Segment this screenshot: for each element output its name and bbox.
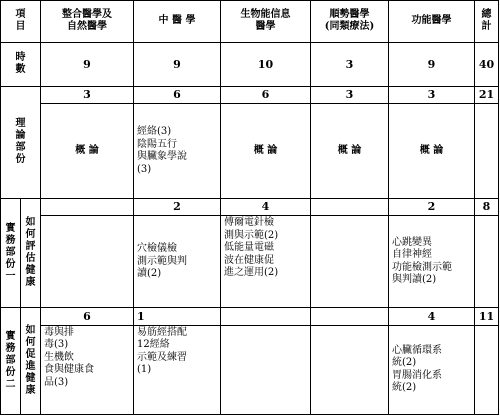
practice1-empty-total bbox=[475, 216, 499, 308]
col-header-tcm: 中 醫 學 bbox=[134, 1, 221, 43]
hours-value: 9 bbox=[134, 42, 221, 86]
theory-count: 3 bbox=[311, 86, 389, 104]
theory-empty-total bbox=[475, 104, 499, 198]
practice2-content-bioenergy bbox=[221, 325, 311, 414]
theory-content-row bbox=[1, 104, 499, 198]
practice1-content-homeopathy bbox=[311, 216, 389, 308]
hours-value: 9 bbox=[389, 42, 475, 86]
practice1-count: 2 bbox=[134, 198, 221, 216]
theory-content-functional: 概 論 bbox=[389, 104, 475, 198]
practice2-count-row bbox=[1, 308, 499, 326]
practice2-content-integrative: 毒與排 毒(3) 生機飲 食與健康食 品(3) bbox=[41, 325, 134, 414]
practice1-sub-label: 如 何 評 估 健 康 bbox=[21, 198, 41, 308]
theory-content-integrative: 概 論 bbox=[41, 104, 134, 198]
practice1-group-label: 實 務 部 份 一 bbox=[1, 198, 21, 308]
item-header: 項 目 bbox=[1, 1, 41, 43]
hours-row bbox=[1, 42, 499, 86]
practice2-total: 11 bbox=[475, 308, 499, 326]
hours-value: 9 bbox=[41, 42, 134, 86]
practice1-count: 2 bbox=[389, 198, 475, 216]
practice2-count: 1 bbox=[134, 308, 221, 326]
hours-value: 10 bbox=[221, 42, 311, 86]
hours-value: 3 bbox=[311, 42, 389, 86]
total-header: 總 計 bbox=[475, 1, 499, 43]
col-header-bioenergy: 生物能信息 醫學 bbox=[221, 1, 311, 43]
practice1-content-tcm: 穴檢儀檢 測示範與判 讀(2) bbox=[134, 216, 221, 308]
practice1-content-functional: 心跳變異 自律神經 功能檢測示範 與判讀(2) bbox=[389, 216, 475, 308]
theory-count: 6 bbox=[221, 86, 311, 104]
practice2-count bbox=[311, 308, 389, 326]
practice2-sub-label: 如 何 促 進 健 康 bbox=[21, 308, 41, 415]
practice2-content-functional: 心臟循環系 統(2) 胃腸消化系 統(2) bbox=[389, 325, 475, 414]
practice1-content-row bbox=[1, 216, 499, 308]
practice1-count-row bbox=[1, 198, 499, 216]
practice1-count bbox=[311, 198, 389, 216]
theory-count: 3 bbox=[389, 86, 475, 104]
hours-total: 40 bbox=[475, 42, 499, 86]
practice2-count: 4 bbox=[389, 308, 475, 326]
hours-label: 時 數 bbox=[1, 42, 41, 86]
theory-content-tcm: 經絡(3) 陰陽五行 與臟象學說 (3) bbox=[134, 104, 221, 198]
col-header-integrative: 整合醫學及 自然醫學 bbox=[41, 1, 134, 43]
header-row bbox=[1, 1, 499, 43]
practice1-count: 4 bbox=[221, 198, 311, 216]
practice2-content-homeopathy bbox=[311, 325, 389, 414]
theory-count: 6 bbox=[134, 86, 221, 104]
practice2-content-row bbox=[1, 325, 499, 414]
theory-content-homeopathy: 概 論 bbox=[311, 104, 389, 198]
practice1-content-integrative bbox=[41, 216, 134, 308]
theory-content-bioenergy: 概 論 bbox=[221, 104, 311, 198]
theory-total: 21 bbox=[475, 86, 499, 104]
theory-count: 3 bbox=[41, 86, 134, 104]
col-header-homeopathy: 順勢醫學 (同類療法) bbox=[311, 1, 389, 43]
theory-label: 理 論 部 份 bbox=[1, 86, 41, 198]
practice1-content-bioenergy: 傅爾電針檢 測與示範(2) 低能量電磁 波在健康促 進之運用(2) bbox=[221, 216, 311, 308]
practice2-group-label: 實 務 部 份 二 bbox=[1, 308, 21, 415]
practice2-count bbox=[221, 308, 311, 326]
theory-count-row bbox=[1, 86, 499, 104]
col-header-functional: 功能醫學 bbox=[389, 1, 475, 43]
practice2-count: 6 bbox=[41, 308, 134, 326]
practice2-empty-total bbox=[475, 325, 499, 414]
practice2-content-tcm: 易筋經搭配 12經絡 示範及練習 (1) bbox=[134, 325, 221, 414]
practice1-count bbox=[41, 198, 134, 216]
practice1-total: 8 bbox=[475, 198, 499, 216]
